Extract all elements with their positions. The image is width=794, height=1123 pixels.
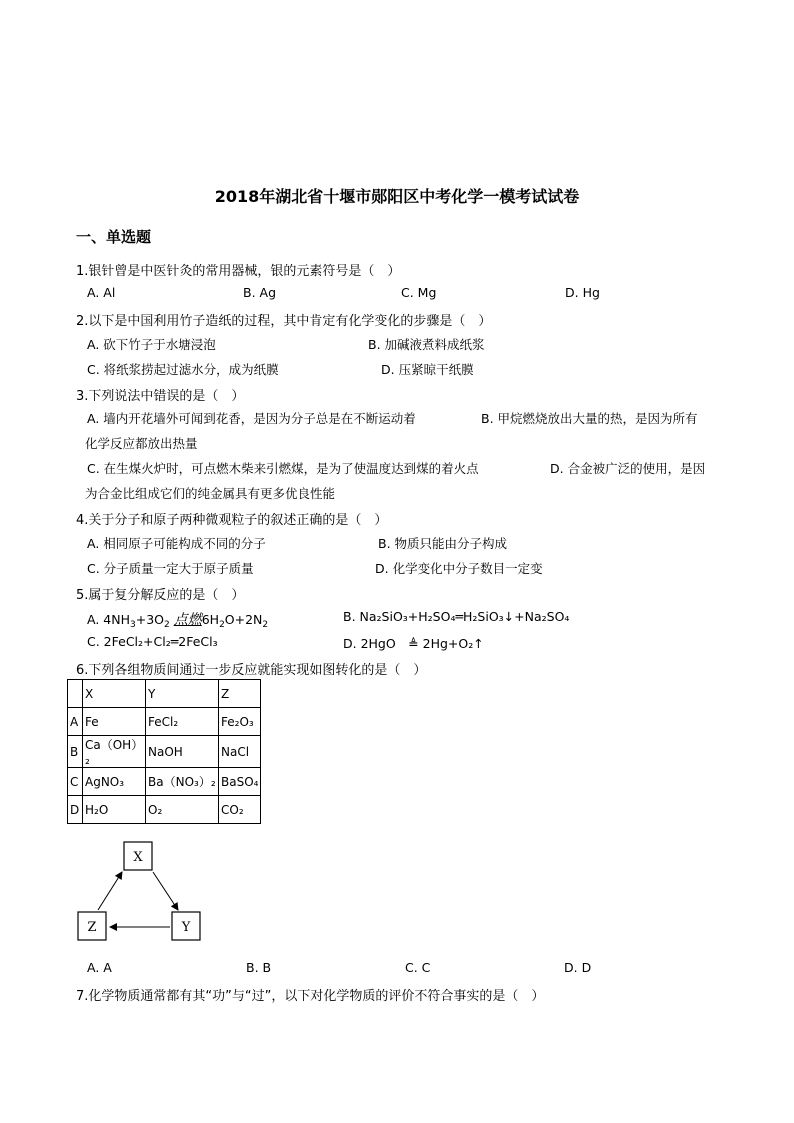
q3-option-d-cont: 为合金比组成它们的纯金属具有更多优良性能	[85, 486, 336, 501]
table-header-row	[68, 680, 261, 708]
q4-option-c: C. 分子质量一定大于原子质量	[87, 561, 254, 576]
q3-option-c: C. 在生煤火炉时，可点燃木柴来引燃煤，是为了使温度达到煤的着火点	[87, 461, 479, 476]
q6-table	[67, 679, 261, 824]
table-cell: Ba（NO₃）₂	[146, 768, 219, 796]
table-row	[68, 736, 261, 768]
table-cell: Fe₂O₃	[219, 708, 261, 736]
table-cell: AgNO₃	[83, 768, 146, 796]
q2-option-a: A. 砍下竹子于水塘浸泡	[87, 337, 216, 352]
table-cell: X	[83, 680, 146, 708]
table-cell: FeCl₂	[146, 708, 219, 736]
arrow-z-to-x	[98, 872, 122, 910]
q5-a-part: O+2N	[224, 612, 263, 627]
table-cell: B	[68, 736, 83, 768]
table-cell: D	[68, 796, 83, 824]
table-cell: BaSO₄	[219, 768, 261, 796]
q5-a-part: +3O	[135, 612, 164, 627]
question-4-stem: 4.关于分子和原子两种微观粒子的叙述正确的是（ ）	[76, 513, 388, 528]
q3-option-b: B. 甲烷燃烧放出大量的热，是因为所有	[481, 411, 698, 426]
table-row	[68, 768, 261, 796]
table-cell: O₂	[146, 796, 219, 824]
q5-option-d: D. 2HgO ≜ 2Hg+O₂↑	[343, 636, 484, 651]
q1-option-c: C. Mg	[401, 285, 437, 300]
q2-option-b: B. 加碱液煮料成纸浆	[368, 337, 485, 352]
q6-option-d: D. D	[564, 960, 592, 975]
node-x-label: X	[133, 850, 143, 865]
section-heading: 一、单选题	[76, 228, 152, 246]
q2-option-d: D. 压紧晾干纸膜	[381, 362, 474, 377]
table-row	[68, 708, 261, 736]
node-z-label: Z	[87, 920, 97, 935]
arrow-x-to-y	[153, 872, 178, 910]
table-cell: Fe	[83, 708, 146, 736]
node-y-label: Y	[181, 920, 191, 935]
table-row	[68, 796, 261, 824]
q5-a-sub: 2	[262, 620, 269, 630]
table-cell	[68, 680, 83, 708]
question-7-stem: 7.化学物质通常都有其“功”与“过”，以下对化学物质的评价不符合事实的是（ ）	[76, 989, 545, 1004]
question-2-stem: 2.以下是中国利用竹子造纸的过程，其中肯定有化学变化的步骤是（ ）	[76, 314, 492, 329]
table-cell: CO₂	[219, 796, 261, 824]
q3-option-b-cont: 化学反应都放出热量	[85, 436, 198, 451]
q1-option-a: A. Al	[87, 285, 116, 300]
table-cell: Z	[219, 680, 261, 708]
table-cell: C	[68, 768, 83, 796]
q6-option-c: C. C	[405, 960, 431, 975]
question-5-stem: 5.属于复分解反应的是（ ）	[76, 588, 245, 603]
q4-option-b: B. 物质只能由分子构成	[378, 536, 508, 551]
q5-option-a	[87, 609, 268, 629]
table-cell: Y	[146, 680, 219, 708]
q4-option-d: D. 化学变化中分子数目一定变	[375, 561, 543, 576]
q5-a-part: A. 4NH	[87, 612, 130, 627]
q2-option-c: C. 将纸浆捞起过滤水分，成为纸膜	[87, 362, 279, 377]
q5-a-part: 6H	[201, 612, 220, 627]
q5-a-sub: 2	[163, 620, 170, 630]
question-3-stem: 3.下列说法中错误的是（ ）	[76, 389, 245, 404]
q5-a-sub: 3	[129, 620, 136, 630]
q3-option-a: A. 墙内开花墙外可闻到花香，是因为分子总是在不断运动着	[87, 411, 416, 426]
q4-option-a: A. 相同原子可能构成不同的分子	[87, 536, 266, 551]
q1-option-d: D. Hg	[565, 285, 600, 300]
q6-option-a: A. A	[87, 960, 112, 975]
table-cell: NaOH	[146, 736, 219, 768]
table-cell: A	[68, 708, 83, 736]
table-cell: NaCl	[219, 736, 261, 768]
reaction-condition: 点燃	[173, 612, 202, 628]
conversion-diagram	[70, 838, 210, 948]
q5-a-sub: 2	[219, 620, 225, 630]
q5-option-c: C. 2FeCl₂+Cl₂═2FeCl₃	[87, 634, 218, 649]
question-6-stem: 6.下列各组物质间通过一步反应就能实现如图转化的是（ ）	[76, 663, 427, 678]
q5-option-b: B. Na₂SiO₃+H₂SO₄═H₂SiO₃↓+Na₂SO₄	[343, 609, 570, 624]
q6-option-b: B. B	[246, 960, 272, 975]
question-1-stem: 1.银针曾是中医针灸的常用器械，银的元素符号是（ ）	[76, 264, 401, 279]
q3-option-d: D. 合金被广泛的使用，是因	[550, 461, 706, 476]
table-cell: H₂O	[83, 796, 146, 824]
page-title: 2018年湖北省十堰市郧阳区中考化学一模考试试卷	[214, 187, 580, 206]
q1-option-b: B. Ag	[243, 285, 277, 300]
table-cell: Ca（OH）₂	[83, 736, 146, 768]
